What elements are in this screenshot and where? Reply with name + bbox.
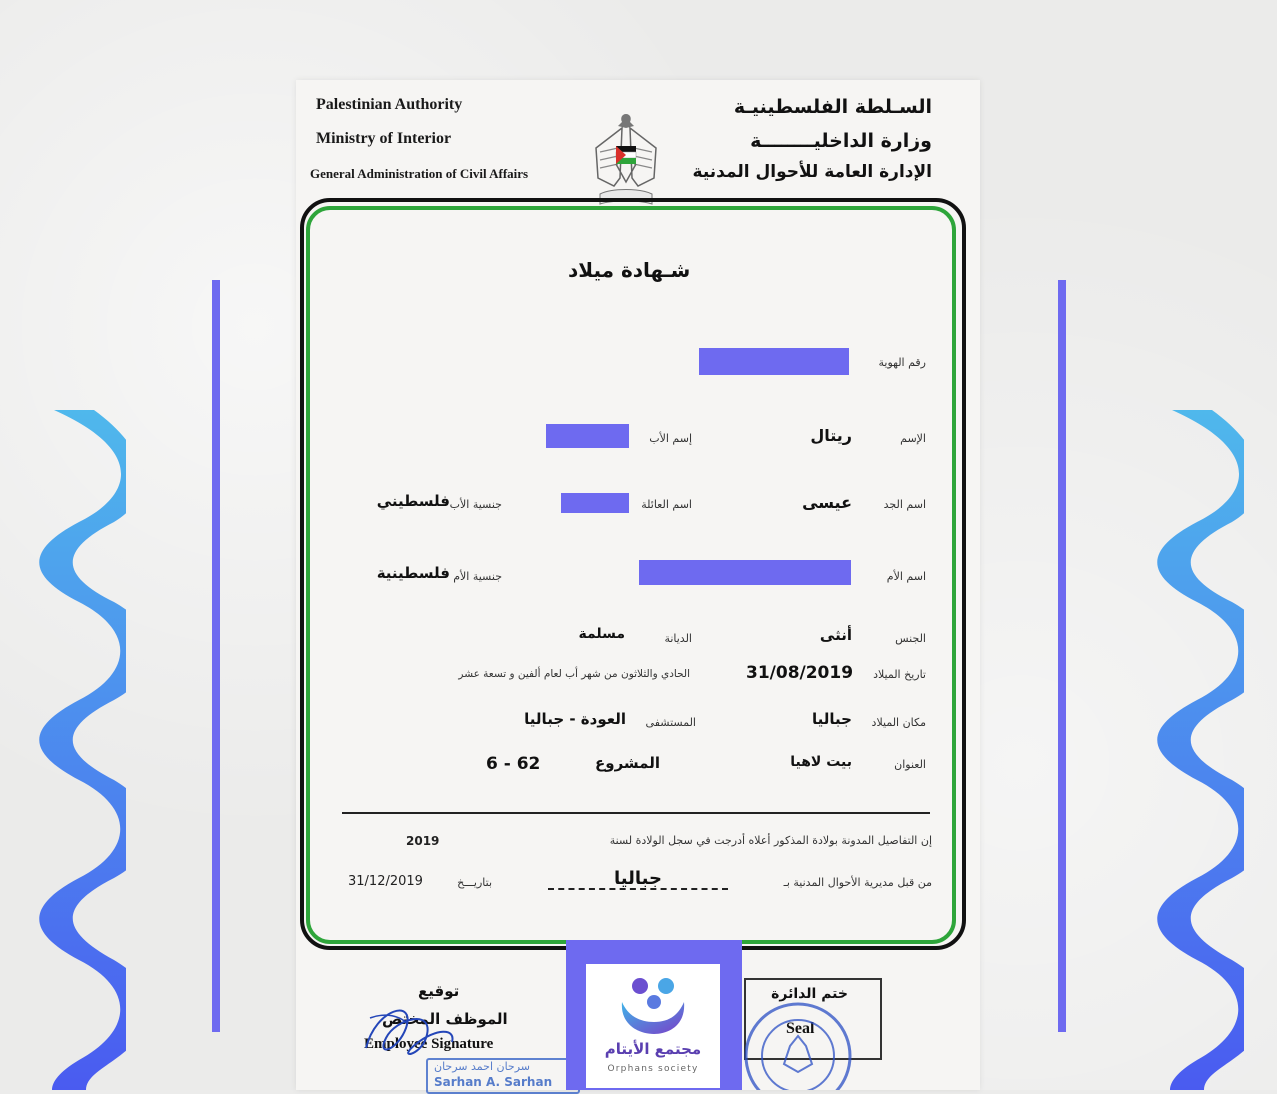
name-value: ريتال xyxy=(810,426,852,445)
issued-by-statement: من قبل مديرية الأحوال المدنية بـ xyxy=(783,876,932,889)
header-ar-administration: الإدارة العامة للأحوال المدنية xyxy=(692,162,932,182)
hospital-label: المستشفى xyxy=(645,716,696,729)
logo-arabic-name: مجتمع الأيتام xyxy=(604,1040,702,1058)
name-label: الإسم xyxy=(900,432,926,445)
id-number-label: رقم الهوية xyxy=(878,356,926,369)
seal-ar-label: ختم الدائرة xyxy=(771,986,848,1002)
father-nationality-value: فلسطيني xyxy=(376,492,450,510)
registry-statement: إن التفاصيل المدونة بولادة المذكور أعلاه أدرجت في سجل الولادة لسنة xyxy=(609,834,932,847)
birthplace-value: جباليا xyxy=(812,710,852,728)
employee-name-stamp xyxy=(426,1058,580,1094)
signature-ar-line1: توقيع xyxy=(418,982,460,1000)
redacted-id-number xyxy=(699,348,849,375)
signature-en-label: Employee Signature xyxy=(364,1036,494,1052)
mother-name-label: اسم الأم xyxy=(886,570,926,583)
orphans-society-logo-icon xyxy=(616,972,690,1038)
divider-line xyxy=(342,812,930,814)
issued-by-value: جباليا xyxy=(614,868,662,889)
right-accent-bar xyxy=(1058,280,1066,1032)
mother-nationality-label: جنسية الأم xyxy=(453,570,502,583)
official-round-stamp-icon xyxy=(740,1000,860,1090)
redacted-mother-name xyxy=(639,560,851,585)
birth-certificate-document xyxy=(296,80,980,1090)
palestinian-eagle-emblem-icon xyxy=(592,108,660,212)
redacted-father-name xyxy=(546,424,629,448)
project-label: المشروع xyxy=(595,754,660,772)
issue-date-label: بتاريـــخ xyxy=(457,876,492,889)
gender-value: أنثى xyxy=(819,626,852,644)
father-name-label: إسم الأب xyxy=(649,432,692,445)
dob-in-words: الحادي والثلاثون من شهر أب لعام ألفين و تسعة عشر xyxy=(458,668,690,680)
address-label: العنوان xyxy=(894,758,926,771)
logo-english-name: Orphans society xyxy=(607,1064,699,1074)
dob-label: تاريخ الميلاد xyxy=(873,668,926,681)
certificate-title: شـهادة ميلاد xyxy=(568,258,691,282)
header-en-ministry: Ministry of Interior xyxy=(316,130,452,147)
right-wave-decoration xyxy=(1152,410,1244,1090)
seal-en-label: Seal xyxy=(786,1020,815,1037)
grandfather-value: عيسى xyxy=(802,493,852,512)
grandfather-label: اسم الجد xyxy=(883,498,926,511)
stamp-name-ar: سرحان احمد سرحان xyxy=(434,1060,531,1073)
religion-value: مسلمة xyxy=(578,626,625,642)
registry-year: 2019 xyxy=(406,834,440,848)
header-ar-ministry: وزارة الداخليــــــــة xyxy=(750,130,932,152)
religion-label: الديانة xyxy=(664,632,692,645)
orphans-society-logo xyxy=(586,964,720,1088)
birthplace-label: مكان الميلاد xyxy=(871,716,926,729)
stamp-name-en: Sarhan A. Sarhan xyxy=(434,1075,553,1089)
left-wave-decoration xyxy=(34,410,126,1090)
left-accent-bar xyxy=(212,280,220,1032)
hospital-value: العودة - جباليا xyxy=(524,710,626,728)
issue-date-value: 31/12/2019 xyxy=(348,874,423,889)
signature-ar-line2: الموظف المختص xyxy=(382,1010,508,1028)
project-value: 6 - 62 xyxy=(486,754,541,774)
father-nationality-label: جنسية الأب xyxy=(449,498,502,511)
gender-label: الجنس xyxy=(895,632,926,645)
family-name-label: اسم العائلة xyxy=(641,498,692,511)
issued-by-dashed-line xyxy=(548,888,728,890)
header-ar-authority: السـلطة الفلسطينيـة xyxy=(733,96,932,118)
header-en-authority: Palestinian Authority xyxy=(316,96,463,113)
mother-nationality-value: فلسطينية xyxy=(376,564,450,582)
logo-panel xyxy=(566,940,742,1090)
redacted-family-name xyxy=(561,493,629,513)
signature-area xyxy=(356,980,553,1090)
dob-value: 31/08/2019 xyxy=(746,663,854,683)
header-en-administration: General Administration of Civil Affairs xyxy=(310,166,529,181)
address-value: بيت لاهيا xyxy=(790,754,852,770)
